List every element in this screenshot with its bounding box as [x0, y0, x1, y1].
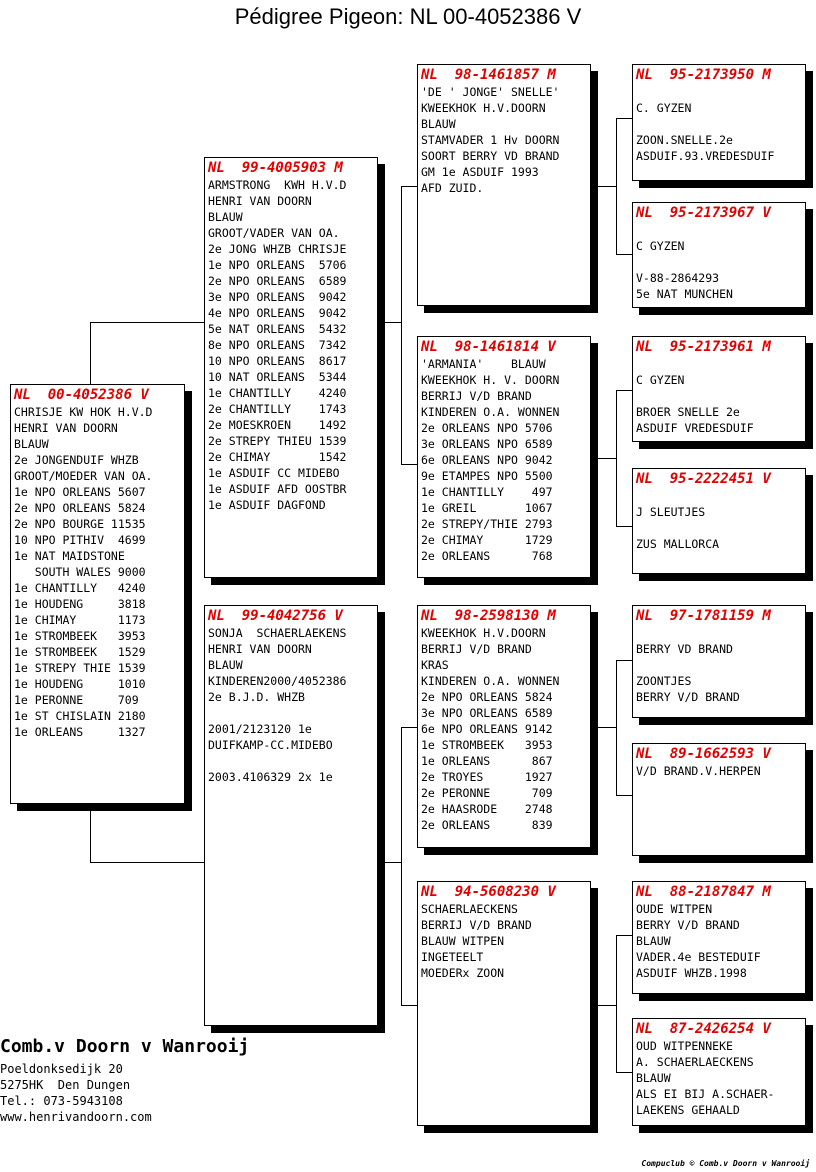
info-line — [636, 84, 802, 100]
pigeon-info — [636, 222, 802, 302]
info-line: 2e JONGENDUIF WHZB — [14, 453, 139, 467]
connector-line — [591, 186, 616, 187]
info-line: 1e STROMBEEK 3953 — [14, 629, 146, 643]
info-line: 2e ORLEANS NPO 5706 — [421, 421, 553, 435]
info-line: 1e HOUDENG 3818 — [14, 597, 146, 611]
breeder-city: 5275HK Den Dungen — [0, 1078, 131, 1092]
info-line: 2e NPO ORLEANS 5824 — [14, 501, 146, 515]
info-line: BERRIJ V/D BRAND — [421, 918, 532, 932]
connector-line — [616, 1072, 632, 1073]
info-line: 2e MOESKROEN 1492 — [208, 418, 347, 432]
info-line: 1e ASDUIF DAGFOND — [208, 498, 326, 512]
info-line: 1e CHANTILLY 4240 — [208, 386, 347, 400]
info-line: BLAUW — [636, 1071, 671, 1085]
connector-line — [401, 186, 417, 187]
ring-number: NL 98-2598130 M — [421, 608, 556, 624]
info-line: 2e TROYES 1927 — [421, 770, 553, 784]
info-line: OUD WITPENNEKE — [636, 1039, 733, 1053]
connector-line — [90, 862, 204, 863]
pigeon-info — [421, 84, 587, 196]
info-line: 3e ORLEANS NPO 6589 — [421, 437, 553, 451]
pigeon-card-ff — [417, 64, 591, 306]
info-line: KINDEREN O.A. WONNEN — [421, 405, 560, 419]
ring-number: NL 87-2426254 V — [636, 1021, 771, 1037]
info-line: SCHAERLAECKENS — [421, 902, 518, 916]
connector-line — [616, 254, 632, 255]
breeder-website[interactable]: www.henrivandoorn.com — [0, 1110, 152, 1124]
info-line: 2e B.J.D. WHZB — [208, 690, 305, 704]
pigeon-card-mff — [632, 605, 806, 718]
pigeon-info — [421, 356, 587, 564]
info-line: 1e NPO ORLEANS 5706 — [208, 258, 347, 272]
pigeon-info — [636, 488, 802, 552]
info-line — [636, 657, 802, 673]
connector-line — [616, 935, 632, 936]
info-line — [636, 254, 802, 270]
info-line: 6e NPO ORLEANS 9142 — [421, 722, 553, 736]
info-line: KWEEKHOK H.V.DOORN — [421, 101, 546, 115]
info-line: C. GYZEN — [636, 101, 692, 115]
pigeon-card-mm — [417, 881, 591, 1126]
ring-number: NL 95-2173961 M — [636, 339, 771, 355]
info-line: GROOT/VADER VAN OA. — [208, 226, 340, 240]
info-line: 8e NPO ORLEANS 7342 — [208, 338, 347, 352]
info-line: 1e HOUDENG 1010 — [14, 677, 146, 691]
breeder-phone: Tel.: 073-5943108 — [0, 1094, 123, 1108]
ring-number: NL 95-2173967 V — [636, 205, 771, 221]
info-line: 3e NPO ORLEANS 6589 — [421, 706, 553, 720]
connector-line — [591, 1005, 616, 1006]
info-line — [208, 705, 374, 721]
ring-number: NL 94-5608230 V — [421, 884, 556, 900]
info-line: 1e ST CHISLAIN 2180 — [14, 709, 146, 723]
info-line: KINDEREN O.A. WONNEN — [421, 674, 560, 688]
info-line: INGETEELT — [421, 950, 484, 964]
info-line: BLAUW — [14, 437, 49, 451]
pigeon-card-fm — [417, 336, 591, 578]
info-line: 1e CHANTILLY 497 — [421, 485, 553, 499]
info-line: BERRIJ V/D BRAND — [421, 389, 532, 403]
info-line: 1e ASDUIF AFD OOSTBR — [208, 482, 347, 496]
breeder-address: Poeldonksedijk 20 — [0, 1062, 123, 1076]
info-line: 10 NPO PITHIV 4699 — [14, 533, 146, 547]
connector-line — [401, 727, 417, 728]
info-line: ALS EI BIJ A.SCHAER- — [636, 1087, 775, 1101]
info-line: BLAUW — [636, 934, 671, 948]
ring-number: NL 89-1662593 V — [636, 746, 771, 762]
pigeon-card-ffm — [632, 202, 806, 308]
info-line — [636, 625, 802, 641]
info-line: 2e ORLEANS 768 — [421, 549, 553, 563]
pigeon-info — [636, 901, 802, 981]
pigeon-card-mf — [417, 605, 591, 848]
connector-line — [378, 862, 401, 863]
connector-line — [616, 118, 632, 119]
connector-line — [616, 390, 617, 526]
ring-number: NL 95-2222451 V — [636, 471, 771, 487]
info-line: 2e JONG WHZB CHRISJE — [208, 242, 347, 256]
info-line: KINDEREN2000/4052386 — [208, 674, 347, 688]
ring-number: NL 99-4042756 V — [208, 608, 343, 624]
info-line: GM 1e ASDUIF 1993 — [421, 165, 539, 179]
info-line: 1e ORLEANS 1327 — [14, 725, 146, 739]
info-line: 1e CHIMAY 1173 — [14, 613, 146, 627]
info-line: GROOT/MOEDER VAN OA. — [14, 469, 153, 483]
pigeon-card-mmm — [632, 1018, 806, 1126]
info-line: 2001/2123120 1e — [208, 722, 312, 736]
ring-number: NL 97-1781159 M — [636, 608, 771, 624]
info-line: 10 NAT ORLEANS 5344 — [208, 370, 347, 384]
connector-line — [616, 660, 617, 795]
info-line: KWEEKHOK H.V.DOORN — [421, 626, 546, 640]
info-line: SONJA SCHAERLAEKENS — [208, 626, 347, 640]
info-line: HENRI VAN DOORN — [208, 194, 312, 208]
info-line: BERRY V/D BRAND — [636, 690, 740, 704]
info-line: J SLEUTJES — [636, 505, 706, 519]
info-line: 1e CHANTILLY 4240 — [14, 581, 146, 595]
info-line — [636, 222, 802, 238]
info-line — [636, 116, 802, 132]
info-line: 2e STREPY/THIE 2793 — [421, 517, 553, 531]
connector-line — [378, 322, 401, 323]
info-line: 6e ORLEANS NPO 9042 — [421, 453, 553, 467]
info-line: 1e ASDUIF CC MIDEBO — [208, 466, 340, 480]
ring-number: NL 99-4005903 M — [208, 160, 343, 176]
ring-number: NL 95-2173950 M — [636, 67, 771, 83]
pigeon-card-fmf — [632, 336, 806, 442]
info-line: SOORT BERRY VD BRAND — [421, 149, 560, 163]
pigeon-card-mfm — [632, 743, 806, 856]
pigeon-info — [208, 625, 374, 785]
info-line: 4e NPO ORLEANS 9042 — [208, 306, 347, 320]
connector-line — [616, 795, 632, 796]
info-line: 9e ETAMPES NPO 5500 — [421, 469, 553, 483]
connector-line — [616, 526, 632, 527]
info-line: ASDUIF.93.VREDESDUIF — [636, 149, 775, 163]
info-line — [208, 753, 374, 769]
info-line: 'DE ' JONGE' SNELLE' — [421, 85, 560, 99]
info-line: BERRIJ V/D BRAND — [421, 642, 532, 656]
info-line: 1e GREIL 1067 — [421, 501, 553, 515]
info-line: 1e STROMBEEK 1529 — [14, 645, 146, 659]
info-line — [636, 520, 802, 536]
info-line: V/D BRAND.V.HERPEN — [636, 764, 761, 778]
info-line — [636, 388, 802, 404]
breeder-contact — [0, 1061, 152, 1125]
info-line: HENRI VAN DOORN — [208, 642, 312, 656]
info-line: ZOONTJES — [636, 674, 692, 688]
info-line: 2e PERONNE 709 — [421, 786, 553, 800]
info-line: ASDUIF WHZB.1998 — [636, 966, 747, 980]
pigeon-card-mother — [204, 605, 378, 1026]
pigeon-info — [208, 177, 374, 513]
info-line: BERRY VD BRAND — [636, 642, 733, 656]
info-line: 5e NAT MUNCHEN — [636, 287, 733, 301]
pigeon-info — [636, 1038, 802, 1118]
info-line: ZOON.SNELLE.2e — [636, 133, 733, 147]
info-line: C GYZEN — [636, 239, 685, 253]
info-line: BLAUW — [208, 210, 243, 224]
info-line: 1e NAT MAIDSTONE — [14, 549, 125, 563]
info-line: CHRISJE KW HOK H.V.D — [14, 405, 153, 419]
info-line: 2e ORLEANS 839 — [421, 818, 553, 832]
info-line: LAEKENS GEHAALD — [636, 1103, 740, 1117]
info-line: A. SCHAERLAECKENS — [636, 1055, 754, 1069]
info-line: 'ARMANIA' BLAUW — [421, 357, 546, 371]
connector-line — [401, 1005, 417, 1006]
pigeon-card-fff — [632, 64, 806, 181]
breeder-name: Comb.v Doorn v Wanrooij — [0, 1036, 250, 1057]
info-line: 2e STREPY THIEU 1539 — [208, 434, 347, 448]
page-title: Pédigree Pigeon: NL 00-4052386 V — [234, 4, 582, 29]
info-line: MOEDERx ZOON — [421, 966, 505, 980]
pigeon-info — [636, 84, 802, 164]
pigeon-info — [636, 625, 802, 705]
info-line: ASDUIF VREDESDUIF — [636, 421, 754, 435]
info-line: 2e HAASRODE 2748 — [421, 802, 553, 816]
info-line: 3e NPO ORLEANS 9042 — [208, 290, 347, 304]
pigeon-info — [421, 625, 587, 833]
info-line: BROER SNELLE 2e — [636, 405, 740, 419]
info-line: OUDE WITPEN — [636, 902, 713, 916]
pigeon-card-mmf — [632, 881, 806, 994]
info-line: DUIFKAMP-CC.MIDEBO — [208, 738, 333, 752]
info-line: AFD ZUID. — [421, 181, 484, 195]
info-line: 2e NPO ORLEANS 5824 — [421, 690, 553, 704]
info-line: ZUS MALLORCA — [636, 537, 720, 551]
pigeon-card-fmm — [632, 468, 806, 574]
pigeon-info — [421, 901, 587, 981]
connector-line — [616, 935, 617, 1072]
connector-line — [616, 660, 632, 661]
ring-number: NL 98-1461857 M — [421, 67, 556, 83]
info-line — [636, 488, 802, 504]
info-line: BERRY V/D BRAND — [636, 918, 740, 932]
info-line: HENRI VAN DOORN — [14, 421, 118, 435]
ring-number: NL 88-2187847 M — [636, 884, 771, 900]
pigeon-card-subject — [10, 384, 185, 804]
info-line: 2e CHIMAY 1729 — [421, 533, 553, 547]
info-line: 2e CHIMAY 1542 — [208, 450, 347, 464]
info-line: 1e STROMBEEK 3953 — [421, 738, 553, 752]
info-line: BLAUW — [421, 117, 456, 131]
info-line: ARMSTRONG KWH H.V.D — [208, 178, 347, 192]
info-line: KRAS — [421, 658, 449, 672]
connector-line — [90, 322, 91, 384]
info-line: 2e CHANTILLY 1743 — [208, 402, 347, 416]
info-line: 1e NPO ORLEANS 5607 — [14, 485, 146, 499]
info-line: 1e STREPY THIE 1539 — [14, 661, 146, 675]
ring-number: NL 00-4052386 V — [14, 387, 149, 403]
connector-line — [401, 186, 402, 464]
connector-line — [616, 390, 632, 391]
info-line: 2003.4106329 2x 1e — [208, 770, 333, 784]
info-line: 2e NPO ORLEANS 6589 — [208, 274, 347, 288]
info-line: STAMVADER 1 Hv DOORN — [421, 133, 560, 147]
info-line: 1e ORLEANS 867 — [421, 754, 553, 768]
info-line: KWEEKHOK H. V. DOORN — [421, 373, 560, 387]
connector-line — [591, 727, 616, 728]
info-line: 2e NPO BOURGE 11535 — [14, 517, 146, 531]
info-line: BLAUW — [208, 658, 243, 672]
info-line: VADER.4e BESTEDUIF — [636, 950, 761, 964]
connector-line — [616, 118, 617, 254]
pigeon-info — [14, 404, 181, 740]
info-line — [636, 356, 802, 372]
pigeon-card-father — [204, 157, 378, 578]
software-credit: Compuclub © Comb.v Doorn v Wanrooij — [641, 1159, 810, 1168]
info-line: SOUTH WALES 9000 — [14, 565, 146, 579]
connector-line — [401, 464, 417, 465]
info-line: V-88-2864293 — [636, 271, 720, 285]
info-line: 10 NPO ORLEANS 8617 — [208, 354, 347, 368]
info-line: C GYZEN — [636, 373, 685, 387]
info-line: 5e NAT ORLEANS 5432 — [208, 322, 347, 336]
info-line: BLAUW WITPEN — [421, 934, 505, 948]
connector-line — [90, 322, 204, 323]
connector-line — [401, 727, 402, 1005]
ring-number: NL 98-1461814 V — [421, 339, 556, 355]
connector-line — [591, 458, 616, 459]
pigeon-info — [636, 763, 802, 779]
pigeon-info — [636, 356, 802, 436]
info-line: 1e PERONNE 709 — [14, 693, 139, 707]
connector-line — [90, 804, 91, 862]
